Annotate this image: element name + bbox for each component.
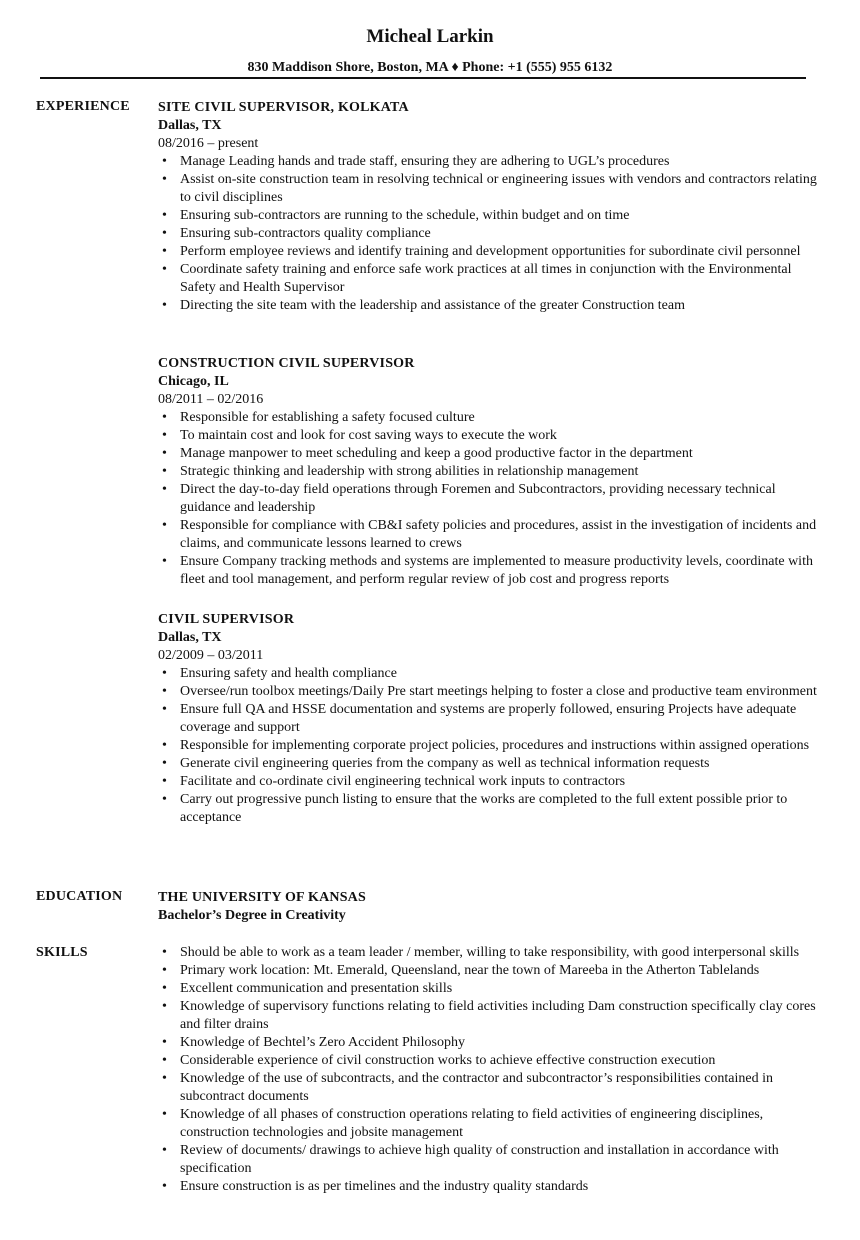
job-title: CONSTRUCTION CIVIL SUPERVISOR [158,356,415,371]
list-item: • Ensure construction is as per timelines and the industry quality standards [180,1178,818,1196]
experience-heading: EXPERIENCE [36,99,130,114]
job-dates: 08/2011 – 02/2016 [158,392,264,407]
header-divider [40,77,806,79]
list-item: • Primary work location: Mt. Emerald, Queensland, near the town of Mareeba in the Atherton Tablelands [180,962,818,980]
list-item: • Should be able to work as a team leader / member, willing to take responsibility, with good interpersonal skills [180,944,818,962]
list-item: • Manage manpower to meet scheduling and keep a good productive factor in the department [180,445,818,463]
contact-line: 830 Maddison Shore, Boston, MA ♦ Phone: +1 (555) 955 6132 [247,60,613,75]
list-item: • Excellent communication and presentation skills [180,980,818,998]
list-item: • Directing the site team with the leadership and assistance of the greater Construction team [180,297,818,315]
job-bullets [158,409,818,589]
list-item: • Generate civil engineering queries from the company as well as technical information requests [180,755,818,773]
list-item: • Considerable experience of civil construction works to achieve effective construction execution [180,1052,818,1070]
job-dates: 02/2009 – 03/2011 [158,648,264,663]
list-item: • Direct the day-to-day field operations through Foremen and Subcontractors, providing necessary technical guidance and leadership [180,481,818,517]
skills-heading: SKILLS [36,945,88,960]
list-item: • Ensure full QA and HSSE documentation and systems are properly followed, ensuring Projects have adequate coverage and support [180,701,818,737]
school-name: THE UNIVERSITY OF KANSAS [158,890,366,905]
list-item: • Oversee/run toolbox meetings/Daily Pre start meetings helping to foster a close and productive team environment [180,683,818,701]
list-item: • Manage Leading hands and trade staff, ensuring they are adhering to UGL’s procedures [180,153,818,171]
job-location: Dallas, TX [158,630,222,645]
candidate-name: Micheal Larkin [366,26,494,47]
degree: Bachelor’s Degree in Creativity [158,908,346,923]
job-location: Chicago, IL [158,374,229,389]
list-item: • Knowledge of all phases of construction operations relating to field activities of engineering disciplines, construction technologies and jobsite management [180,1106,818,1142]
skills-list [158,944,818,1196]
job-location: Dallas, TX [158,118,222,133]
list-item: • Assist on-site construction team in resolving technical or engineering issues with vendors and contractors relating to civil disciplines [180,171,818,207]
education-entry [158,889,818,925]
list-item: • Knowledge of the use of subcontracts, and the contractor and subcontractor’s responsibilities contained in subcontract documents [180,1070,818,1106]
list-item: • Ensuring sub-contractors are running to the schedule, within budget and on time [180,207,818,225]
list-item: • Responsible for establishing a safety focused culture [180,409,818,427]
job-entry [158,355,818,589]
list-item: • Knowledge of Bechtel’s Zero Accident Philosophy [180,1034,818,1052]
list-item: • Responsible for implementing corporate project policies, procedures and instructions within assigned operations [180,737,818,755]
list-item: • Carry out progressive punch listing to ensure that the works are completed to the full extent possible prior to acceptance [180,791,818,827]
education-heading: EDUCATION [36,889,123,904]
list-item: • Strategic thinking and leadership with strong abilities in relationship management [180,463,818,481]
list-item: • Knowledge of supervisory functions relating to field activities including Dam construction specifically clay cores and filter drains [180,998,818,1034]
list-item: • Coordinate safety training and enforce safe work practices at all times in conjunction with the Environmental Safety and Health Supervisor [180,261,818,297]
list-item: • Facilitate and co-ordinate civil engineering technical work inputs to contractors [180,773,818,791]
job-bullets [158,153,818,315]
list-item: • Ensuring safety and health compliance [180,665,818,683]
job-title: SITE CIVIL SUPERVISOR, KOLKATA [158,100,409,115]
list-item: • Review of documents/ drawings to achieve high quality of construction and installation in accordance with specification [180,1142,818,1178]
job-entry [158,611,818,827]
job-bullets [158,665,818,827]
list-item: • Ensure Company tracking methods and systems are implemented to measure productivity levels, coordinate with fleet and tool management, and perform regular review of job cost and progress reports [180,553,818,589]
list-item: • To maintain cost and look for cost saving ways to execute the work [180,427,818,445]
job-dates: 08/2016 – present [158,136,259,151]
list-item: • Ensuring sub-contractors quality compliance [180,225,818,243]
job-title: CIVIL SUPERVISOR [158,612,295,627]
job-entry [158,99,818,315]
skills-entry [158,944,818,1196]
list-item: • Perform employee reviews and identify training and development opportunities for subordinate civil personnel [180,243,818,261]
list-item: • Responsible for compliance with CB&I safety policies and procedures, assist in the investigation of incidents and claims, and communicate lessons learned to crews [180,517,818,553]
